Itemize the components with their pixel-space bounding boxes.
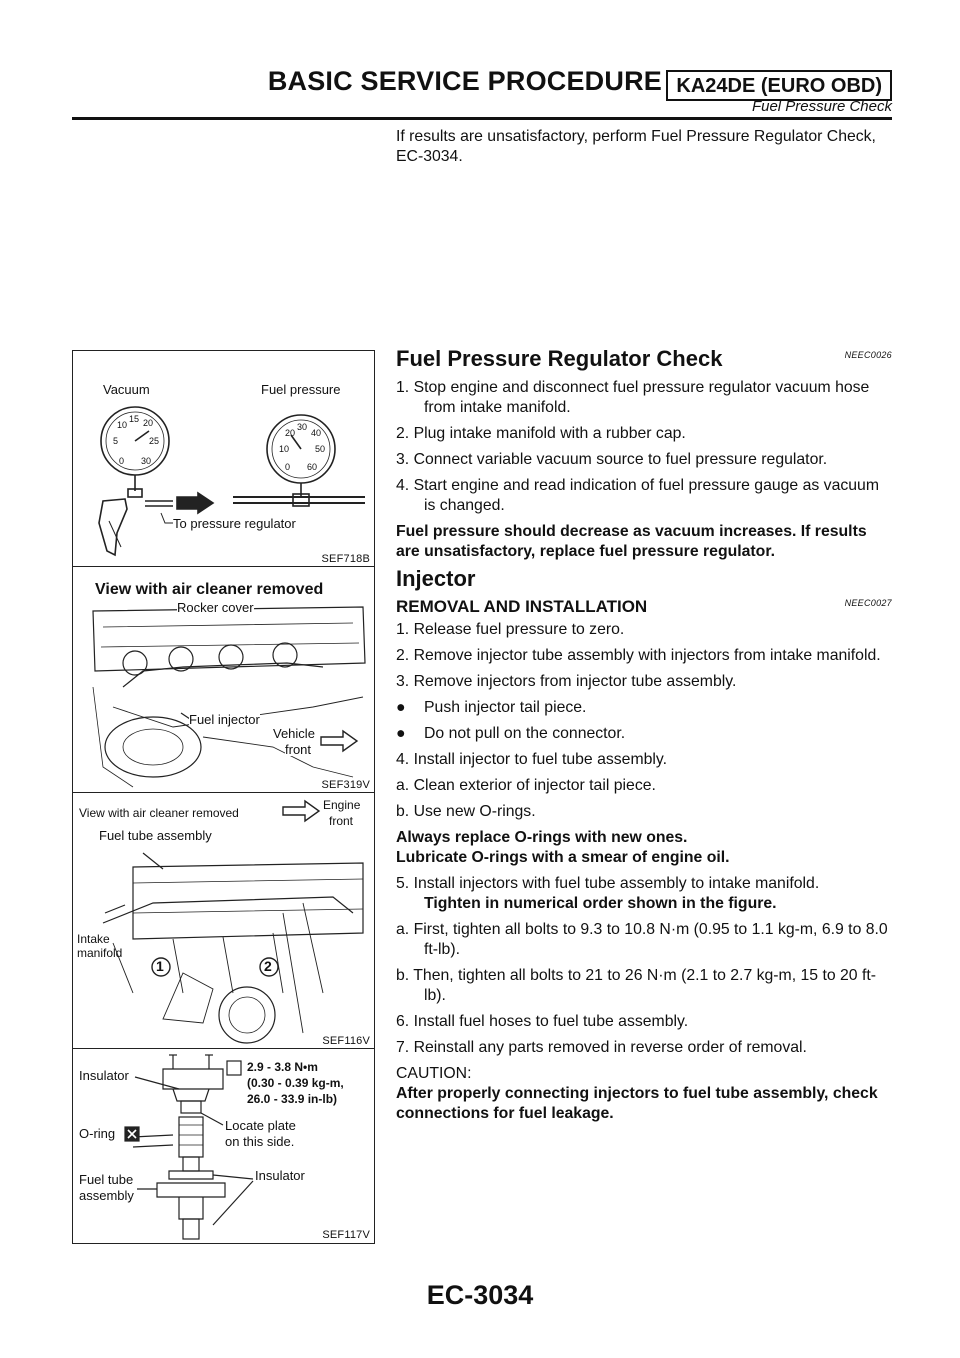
regulator-step-4: 4. Start engine and read indication of fuel pressure gauge as vacuum is changed. [396, 477, 879, 514]
injector-step-5a: a. First, tighten all bolts to 9.3 to 10.8 N·m (0.95 to 1.1 kg-m, 6.9 to 8.0 ft-lb). [396, 921, 888, 958]
injector-step-6: 6. Install fuel hoses to fuel tube assembly. [396, 1013, 689, 1030]
regulator-step-3: 3. Connect variable vacuum source to fuel pressure regulator. [396, 451, 828, 468]
removal-title: REMOVAL AND INSTALLATION [396, 597, 648, 616]
gauge1-tick: 15 [129, 414, 140, 424]
gauge1-tick: 10 [117, 420, 128, 430]
bullet-icon: ● [396, 725, 406, 742]
regulator-title: Fuel Pressure Regulator Check [396, 346, 723, 371]
engine-label: Engine [323, 798, 361, 812]
oring-warning-1: Always replace O-rings with new ones. [396, 829, 688, 846]
gauge2-tick: 10 [279, 444, 290, 454]
page-number: EC-3034 [426, 1280, 534, 1310]
injector-section [396, 566, 892, 1124]
injector-step-7: 7. Reinstall any parts removed in reverse order of removal. [396, 1039, 807, 1056]
regulator-section [396, 346, 892, 562]
page-header [72, 60, 892, 116]
header-title: BASIC SERVICE PROCEDURE [267, 66, 662, 96]
gauge2-tick: 60 [307, 462, 318, 472]
gauge2-tick: 0 [285, 462, 291, 472]
torque-line-1: 2.9 - 3.8 N•m [247, 1060, 318, 1074]
view-title: View with air cleaner removed [79, 806, 239, 820]
bullet-icon: ● [396, 699, 406, 716]
figure-ref: SEF319V [321, 779, 370, 791]
locate-plate-label-2: on this side. [225, 1134, 295, 1149]
injector-step-4a: a. Clean exterior of injector tail piece. [396, 777, 656, 794]
injector-step-2: 2. Remove injector tube assembly with injectors from intake manifold. [396, 647, 881, 664]
view-title: View with air cleaner removed [95, 581, 324, 598]
header-section: Fuel Pressure Check [751, 98, 892, 115]
caution-label: CAUTION: [396, 1065, 472, 1082]
header-rule [72, 117, 892, 120]
bullet-item: ● Push injector tail piece. [396, 699, 587, 716]
order-number-1: 1 [156, 958, 164, 974]
regulator-note: Fuel pressure should decrease as vacuum increases. If results are unsatisfactory, replace fuel pressure regulator. [396, 523, 867, 560]
gauge1-tick: 20 [143, 418, 154, 428]
engine-badge: KA24DE (EURO OBD) [666, 70, 892, 101]
caution-text: After properly connecting injectors to fuel tube assembly, check connections for fuel leakage. [396, 1085, 878, 1122]
figure-ref: SEF116V [322, 1035, 370, 1047]
intake-label: Intake [77, 932, 110, 946]
gauge1-tick: 5 [113, 436, 119, 446]
gauge2-tick: 50 [315, 444, 326, 454]
injector-step-4: 4. Install injector to fuel tube assembly. [396, 751, 668, 768]
oring-warning-2: Lubricate O-rings with a smear of engine oil. [396, 849, 730, 866]
front-label: front [329, 814, 354, 828]
vacuum-label: Vacuum [103, 382, 150, 397]
fuel-tube-label: Fuel tube assembly [99, 828, 212, 843]
oring-label: O-ring [79, 1126, 116, 1141]
order-number-2: 2 [264, 958, 272, 974]
regulator-step-1: 1. Stop engine and disconnect fuel pressure regulator vacuum hose from intake manifold. [396, 379, 870, 416]
figure-rocker-view [72, 566, 375, 794]
regulator-step-2: 2. Plug intake manifold with a rubber cap. [396, 425, 686, 442]
insulator-top-label: Insulator [79, 1068, 129, 1083]
injector-step-5: 5. Install injectors with fuel tube assembly to intake manifold. [396, 875, 820, 892]
regulator-heading [396, 346, 892, 372]
fuel-tube-label-2: assembly [79, 1188, 134, 1203]
gauge2-tick: 40 [311, 428, 322, 438]
fuel-pressure-label: Fuel pressure [261, 382, 341, 397]
injector-step-3: 3. Remove injectors from injector tube assembly. [396, 673, 737, 690]
fuel-injector-label: Fuel injector [189, 712, 260, 727]
gauge1-tick: 0 [119, 456, 125, 466]
injector-heading: Injector [396, 566, 476, 591]
figure-gauges [72, 350, 375, 568]
to-regulator-label: To pressure regulator [173, 516, 296, 531]
gauge2-tick: 30 [297, 422, 308, 432]
removal-code: NEEC0027 [844, 598, 892, 608]
insulator-bottom-label: Insulator [255, 1168, 305, 1183]
locate-plate-label-1: Locate plate [225, 1118, 296, 1133]
vehicle-label: Vehicle [273, 726, 315, 741]
figure-ref: SEF718B [321, 553, 370, 565]
fuel-tube-label-1: Fuel tube [79, 1172, 134, 1187]
bullet-item: ● Do not pull on the connector. [396, 725, 626, 742]
figure-tube-assembly [72, 792, 375, 1050]
front-label: front [285, 742, 312, 757]
intro-text: If results are unsatisfactory, perform Fuel Pressure Regulator Check, EC-3034. [396, 128, 876, 165]
manifold-label: manifold [77, 946, 123, 960]
injector-step-1: 1. Release fuel pressure to zero. [396, 621, 625, 638]
torque-line-3: 26.0 - 33.9 in-lb) [247, 1092, 338, 1106]
torque-line-2: (0.30 - 0.39 kg-m, [247, 1076, 344, 1090]
intro-block [396, 127, 892, 167]
regulator-code: NEEC0026 [844, 350, 892, 360]
injector-step-5-note: Tighten in numerical order shown in the figure. [424, 895, 777, 912]
gauge1-tick: 25 [149, 436, 160, 446]
removal-heading [396, 596, 892, 618]
figure-injector-parts [72, 1048, 375, 1244]
gauge1-tick: 30 [141, 456, 152, 466]
figure-ref: SEF117V [322, 1229, 370, 1241]
gauge2-tick: 20 [285, 428, 296, 438]
injector-step-5b: b. Then, tighten all bolts to 21 to 26 N·m (2.1 to 2.7 kg-m, 15 to 20 ft-lb). [396, 967, 877, 1004]
rocker-cover-label: Rocker cover [177, 600, 254, 615]
injector-step-4b: b. Use new O-rings. [396, 803, 536, 820]
